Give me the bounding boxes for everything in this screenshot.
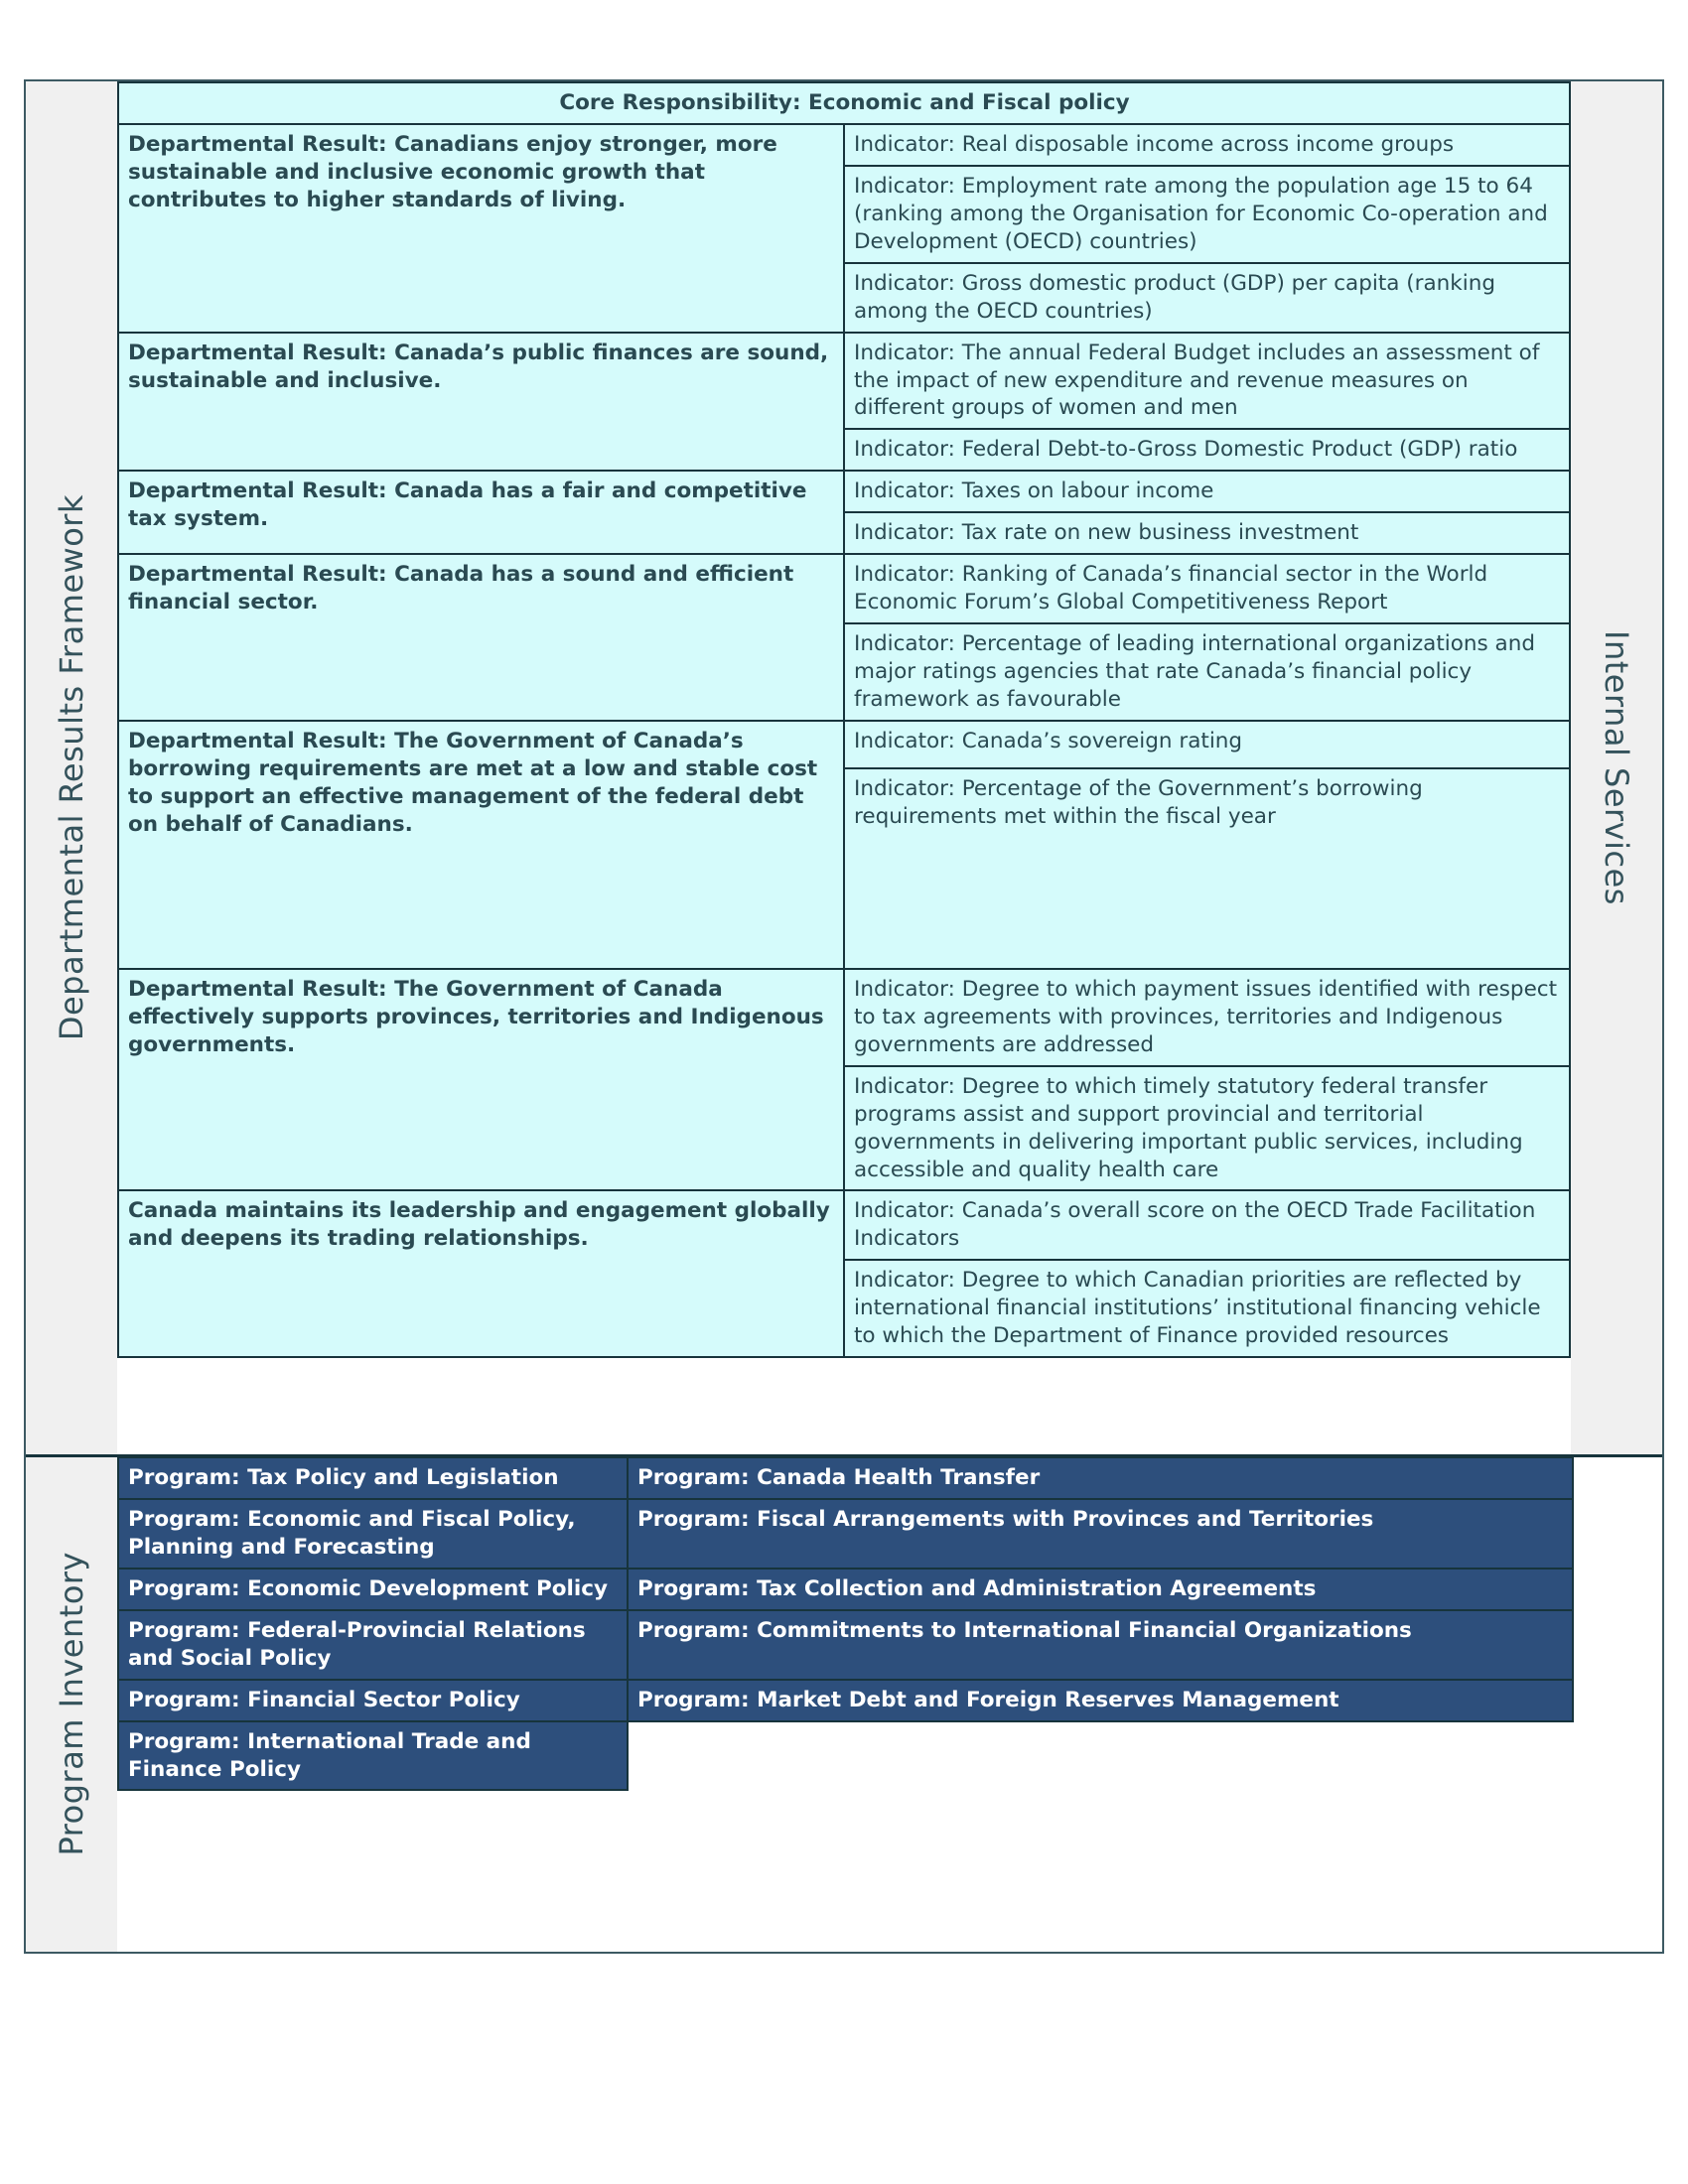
indicator-cell: Indicator: Degree to which Canadian priorities are reflected by international financial institutions’ institutional financing vehicle to which the Department of Finance provided resources <box>844 1260 1570 1357</box>
departmental-result-cell: Departmental Result: Canadians enjoy stronger, more sustainable and inclusive economic growth that contributes to higher standards of living. <box>118 124 844 333</box>
departmental-result-cell: Departmental Result: Canada has a fair and competitive tax system. <box>118 471 844 554</box>
departmental-result-cell: Departmental Result: The Government of Canada effectively supports provinces, territories and Indigenous governments. <box>118 969 844 1191</box>
internal-services-side-label <box>1571 81 1662 1454</box>
program-cell: Program: Commitments to International Financial Organizations <box>628 1610 1573 1680</box>
program-cell: Program: International Trade and Finance Policy <box>118 1721 628 1791</box>
table-row <box>118 1569 1573 1610</box>
departmental-result-cell: Departmental Result: The Government of Canada’s borrowing requirements are met at a low and stable cost to support an effective management of the federal debt on behalf of Canadians. <box>118 721 844 969</box>
indicator-cell: Indicator: Degree to which payment issues identified with respect to tax agreements with provinces, territories and Indigenous governments are addressed <box>844 969 1570 1066</box>
program-cell: Program: Federal-Provincial Relations and Social Policy <box>118 1610 628 1680</box>
table-row <box>118 1610 1573 1680</box>
table-row <box>118 554 1570 623</box>
program-cell: Program: Tax Collection and Administration Agreements <box>628 1569 1573 1610</box>
departmental-result-cell: Departmental Result: Canada’s public finances are sound, sustainable and inclusive. <box>118 333 844 472</box>
indicator-cell: Indicator: Canada’s overall score on the OECD Trade Facilitation Indicators <box>844 1190 1570 1260</box>
indicator-cell: Indicator: Real disposable income across income groups <box>844 124 1570 166</box>
departmental-result-cell: Canada maintains its leadership and engagement globally and deepens its trading relationships. <box>118 1190 844 1357</box>
departmental-results-table <box>117 81 1571 1358</box>
program-inventory-table-body <box>118 1457 1573 1790</box>
table-row <box>118 721 1570 768</box>
internal-services-label-text: Internal Services <box>1598 630 1635 905</box>
program-cell: Program: Tax Policy and Legislation <box>118 1457 628 1499</box>
indicator-cell: Indicator: Percentage of leading international organizations and major ratings agencies that rate Canada’s financial policy framework as favourable <box>844 623 1570 721</box>
section-divider <box>26 1454 1662 1457</box>
indicator-cell: Indicator: Degree to which timely statutory federal transfer programs assist and support provincial and territorial governments in delivering important public services, including accessible and quality health care <box>844 1066 1570 1191</box>
program-cell-empty <box>628 1721 1573 1791</box>
indicator-cell: Indicator: Employment rate among the population age 15 to 64 (ranking among the Organisation for Economic Co-operation and Development (OECD) countries) <box>844 166 1570 263</box>
drf-table-body <box>118 82 1570 1357</box>
table-row <box>118 333 1570 430</box>
program-cell: Program: Economic and Fiscal Policy, Planning and Forecasting <box>118 1499 628 1569</box>
indicator-cell: Indicator: The annual Federal Budget includes an assessment of the impact of new expenditure and revenue measures on different groups of women and men <box>844 333 1570 430</box>
program-cell: Program: Fiscal Arrangements with Provinces and Territories <box>628 1499 1573 1569</box>
program-inventory-table-container <box>117 1456 1662 1952</box>
drf-table-container <box>117 81 1571 1454</box>
program-cell: Program: Canada Health Transfer <box>628 1457 1573 1499</box>
indicator-cell: Indicator: Taxes on labour income <box>844 471 1570 512</box>
table-row <box>118 1190 1570 1260</box>
core-responsibility-row <box>118 82 1570 124</box>
program-cell: Program: Financial Sector Policy <box>118 1680 628 1721</box>
table-row <box>118 1680 1573 1721</box>
program-cell: Program: Market Debt and Foreign Reserves Management <box>628 1680 1573 1721</box>
core-responsibility-header: Core Responsibility: Economic and Fiscal policy <box>118 82 1570 124</box>
table-row <box>118 1721 1573 1791</box>
table-row <box>118 969 1570 1066</box>
indicator-cell: Indicator: Percentage of the Government’s borrowing requirements met within the fiscal year <box>844 768 1570 969</box>
departmental-result-cell: Departmental Result: Canada has a sound and efficient financial sector. <box>118 554 844 721</box>
program-inventory-block <box>24 1456 1664 1954</box>
indicator-cell: Indicator: Federal Debt-to-Gross Domestic Product (GDP) ratio <box>844 429 1570 471</box>
table-row <box>118 1499 1573 1569</box>
indicator-cell: Indicator: Canada’s sovereign rating <box>844 721 1570 768</box>
table-row <box>118 1457 1573 1499</box>
program-inventory-label-text: Program Inventory <box>53 1552 90 1856</box>
program-inventory-side-label <box>26 1456 117 1952</box>
indicator-cell: Indicator: Tax rate on new business investment <box>844 512 1570 554</box>
table-row <box>118 471 1570 512</box>
departmental-results-framework-block <box>24 79 1664 1456</box>
indicator-cell: Indicator: Gross domestic product (GDP) per capita (ranking among the OECD countries) <box>844 263 1570 333</box>
drf-side-label <box>26 81 117 1454</box>
program-cell: Program: Economic Development Policy <box>118 1569 628 1610</box>
indicator-cell: Indicator: Ranking of Canada’s financial sector in the World Economic Forum’s Global Competitiveness Report <box>844 554 1570 623</box>
program-inventory-table <box>117 1456 1574 1791</box>
drf-side-label-text: Departmental Results Framework <box>53 494 90 1041</box>
table-row <box>118 124 1570 166</box>
